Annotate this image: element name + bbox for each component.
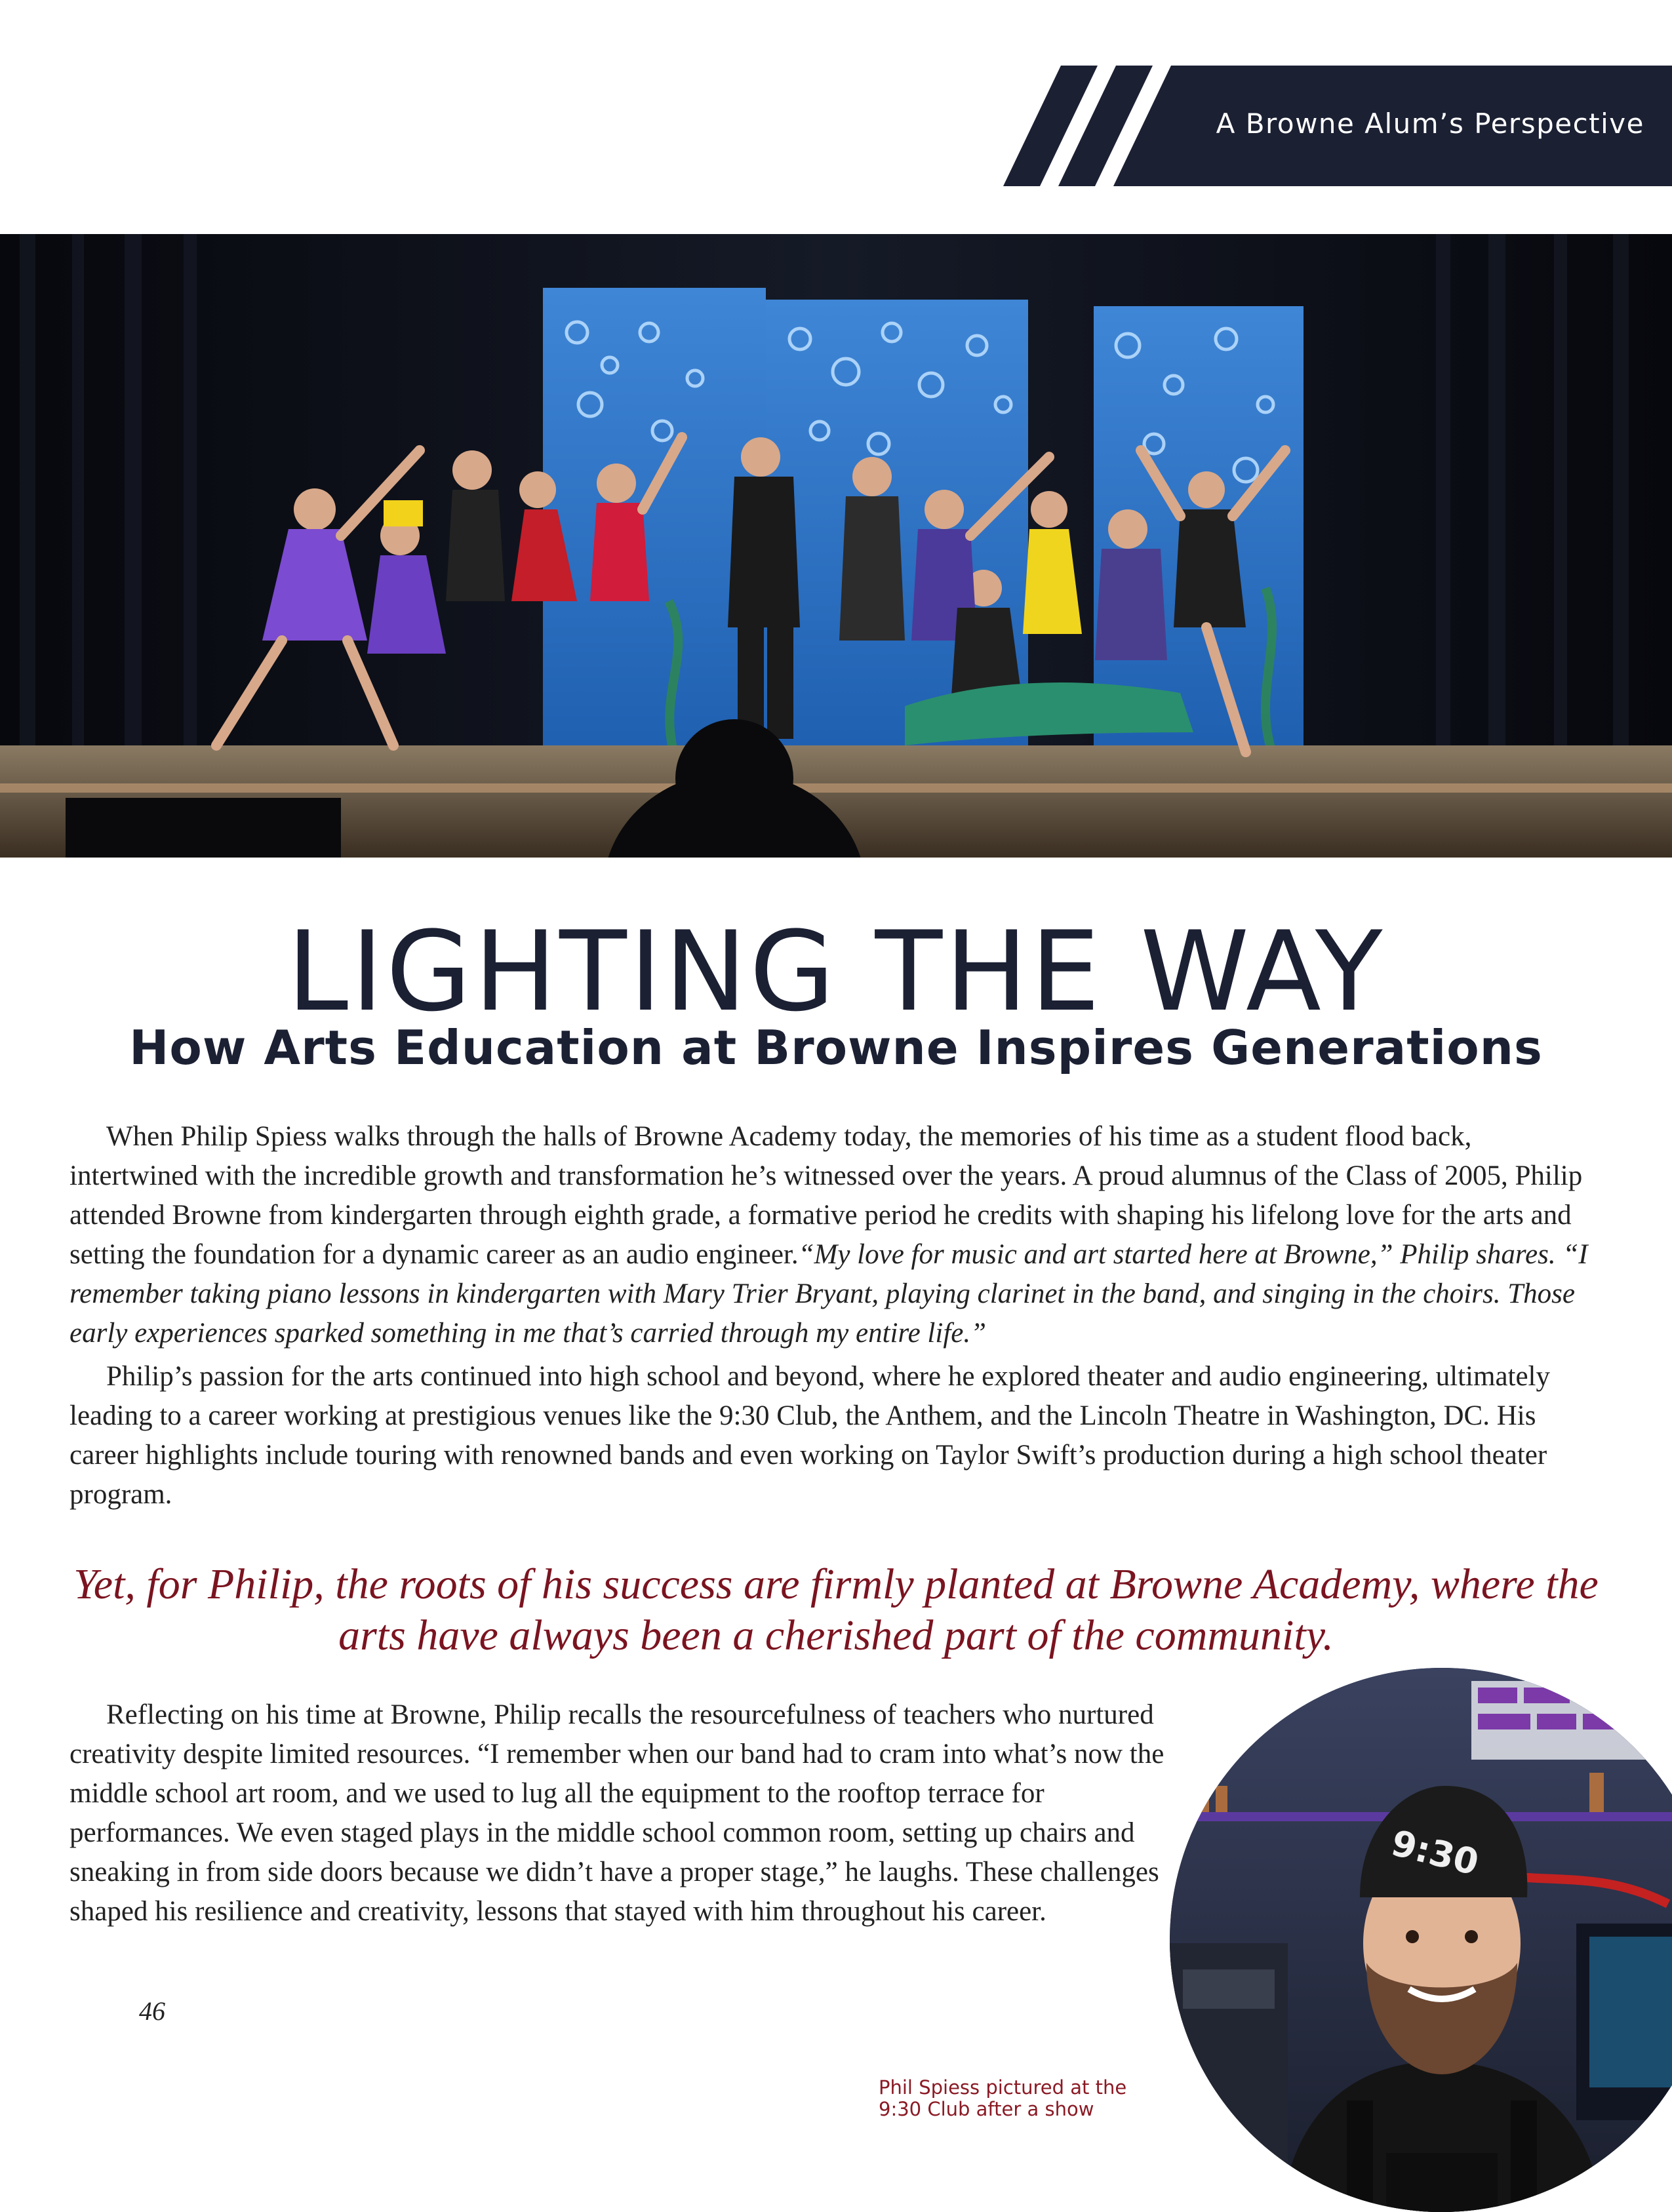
article-headline: LIGHTING THE WAY <box>287 907 1385 1036</box>
stage-performance-photo <box>0 234 1672 858</box>
paragraph-1-text: When Philip Spiess walks through the halls of Browne Academy today, the memories of his time as a student flood back, intertwined with the incredible growth and transformation he’s witnessed over the years. A proud alumnus of the Class of 2005, Philip attended Browne from kindergarten through eighth grade, a formative period he credits with shaping his lifelong love for the arts and setting the foundation for a dynamic career as an audio engineer. <box>70 1121 1583 1270</box>
portrait-photo <box>1170 1668 1672 2212</box>
article-paragraph-1 <box>70 1117 1602 1353</box>
portrait-caption: Phil Spiess pictured at the 9:30 Club after a show <box>879 2076 1127 2120</box>
section-label: A Browne Alum’s Perspective <box>1216 108 1644 140</box>
pull-quote: Yet, for Philip, the roots of his success are firmly planted at Browne Academy, where the arts have always been a cherished part of the community. <box>73 1560 1599 1659</box>
section-banner <box>1003 66 1672 188</box>
paragraph-3-text: Reflecting on his time at Browne, Philip recalls the resourcefulness of teachers who nurtured creativity despite limited resources. “I remember when our band had to cram into what’s now the middle school art room, and we used to lug all the equipment to the rooftop terrace for performances. We even staged plays in the middle school common room, setting up chairs and sneaking in from side doors because we didn’t have a proper stage,” he laughs. These challenges shaped his resilience and creativity, lessons that stayed with him throughout his career. <box>70 1699 1164 1927</box>
hat-logo: 9:30 <box>1387 1822 1483 1884</box>
article-subheadline: How Arts Education at Browne Inspires Generations <box>129 1020 1543 1075</box>
article-paragraph-2 <box>70 1357 1602 1514</box>
page-number: 46 <box>139 1996 165 2026</box>
paragraph-1-quote: “My love for music and art started here at Browne,” Philip shares. “I remember taking piano lessons in kindergarten with Mary Trier Bryant, playing clarinet in the band, and singing in the choirs. Those early experiences sparked something in me that’s carried through my entire life.” <box>70 1239 1588 1349</box>
article-paragraph-3 <box>70 1695 1184 1931</box>
paragraph-2-text: Philip’s passion for the arts continued into high school and beyond, where he explored theater and audio engineering, ultimately leading to a career working at prestigious venues like the 9:30 Club, the Anthem, and the Lincoln Theatre in Washington, DC. His career highlights include touring with renowned bands and even working on Taylor Swift’s production during a high school theater program. <box>70 1361 1551 1510</box>
